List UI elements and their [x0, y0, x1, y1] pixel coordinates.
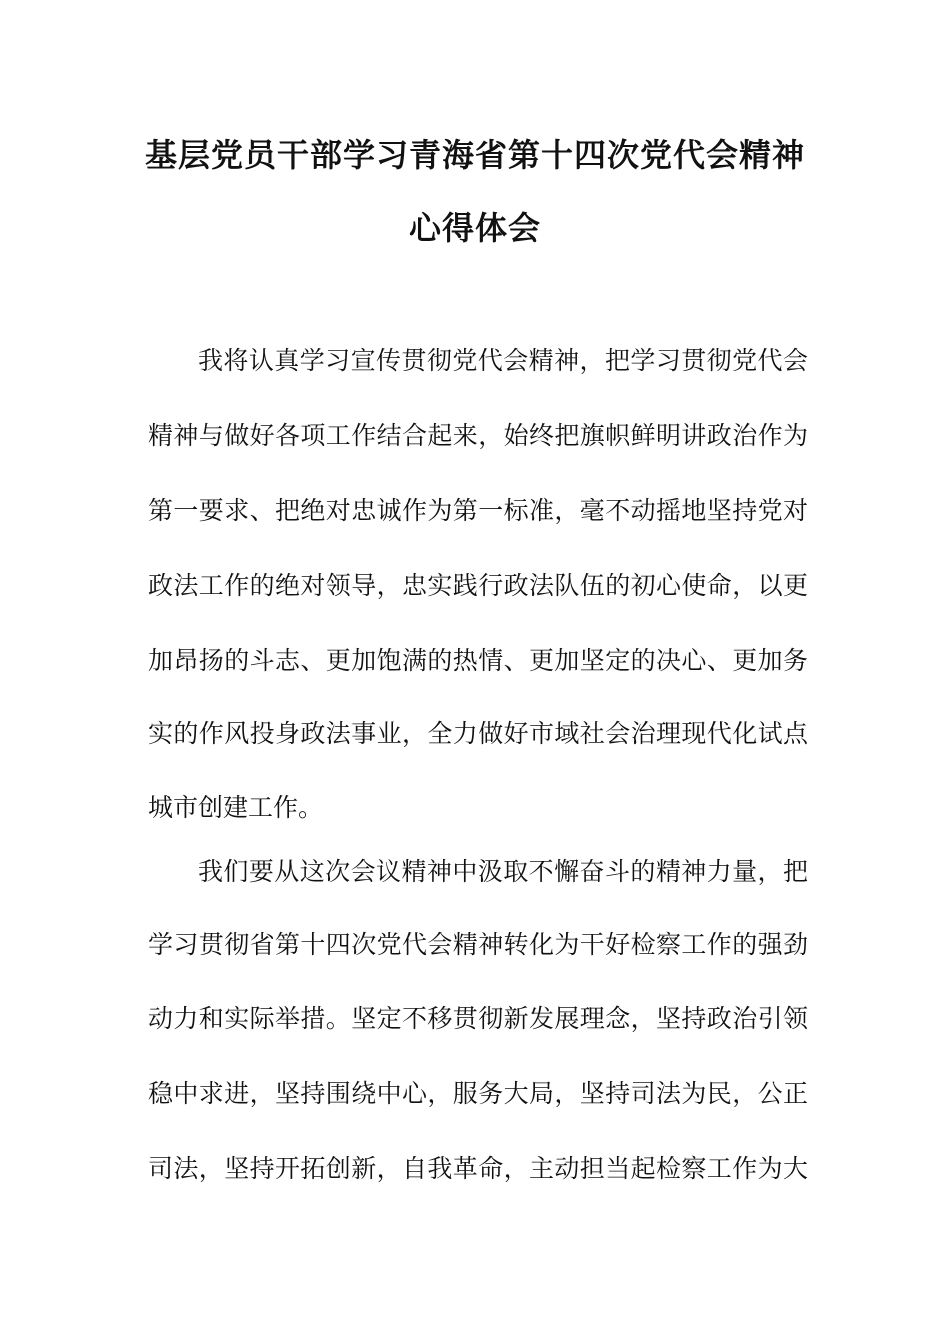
paragraph-2-line-4: 稳中求进，坚持围绕中心，服务大局，坚持司法为民，公正 — [148, 1079, 808, 1108]
document-title-line-2: 心得体会 — [408, 209, 541, 247]
paragraph-2-line-2: 学习贯彻省第十四次党代会精神转化为干好检察工作的强劲 — [148, 930, 808, 959]
paragraph-1-line-3: 第一要求、把绝对忠诚作为第一标准，毫不动摇地坚持党对 — [148, 496, 808, 525]
paragraph-2-line-1: 我们要从这次会议精神中汲取不懈奋斗的精神力量，把 — [198, 857, 808, 886]
paragraph-1-line-7: 城市创建工作。 — [148, 793, 324, 822]
paragraph-1-line-1: 我将认真学习宣传贯彻党代会精神，把学习贯彻党代会 — [198, 346, 808, 375]
paragraph-2-line-5: 司法，坚持开拓创新，自我革命，主动担当起检察工作为大 — [148, 1154, 808, 1183]
paragraph-1-line-5: 加昂扬的斗志、更加饱满的热情、更加坚定的决心、更加务 — [148, 646, 808, 675]
paragraph-2-line-3: 动力和实际举措。坚定不移贯彻新发展理念，坚持政治引领 — [148, 1004, 808, 1033]
paragraph-1-line-6: 实的作风投身政法事业，全力做好市域社会治理现代化试点 — [148, 719, 808, 748]
paragraph-1-line-4: 政法工作的绝对领导，忠实践行政法队伍的初心使命，以更 — [148, 571, 808, 600]
document-title-line-1: 基层党员干部学习青海省第十四次党代会精神 — [144, 136, 805, 174]
paragraph-1-line-2: 精神与做好各项工作结合起来，始终把旗帜鲜明讲政治作为 — [148, 421, 808, 450]
